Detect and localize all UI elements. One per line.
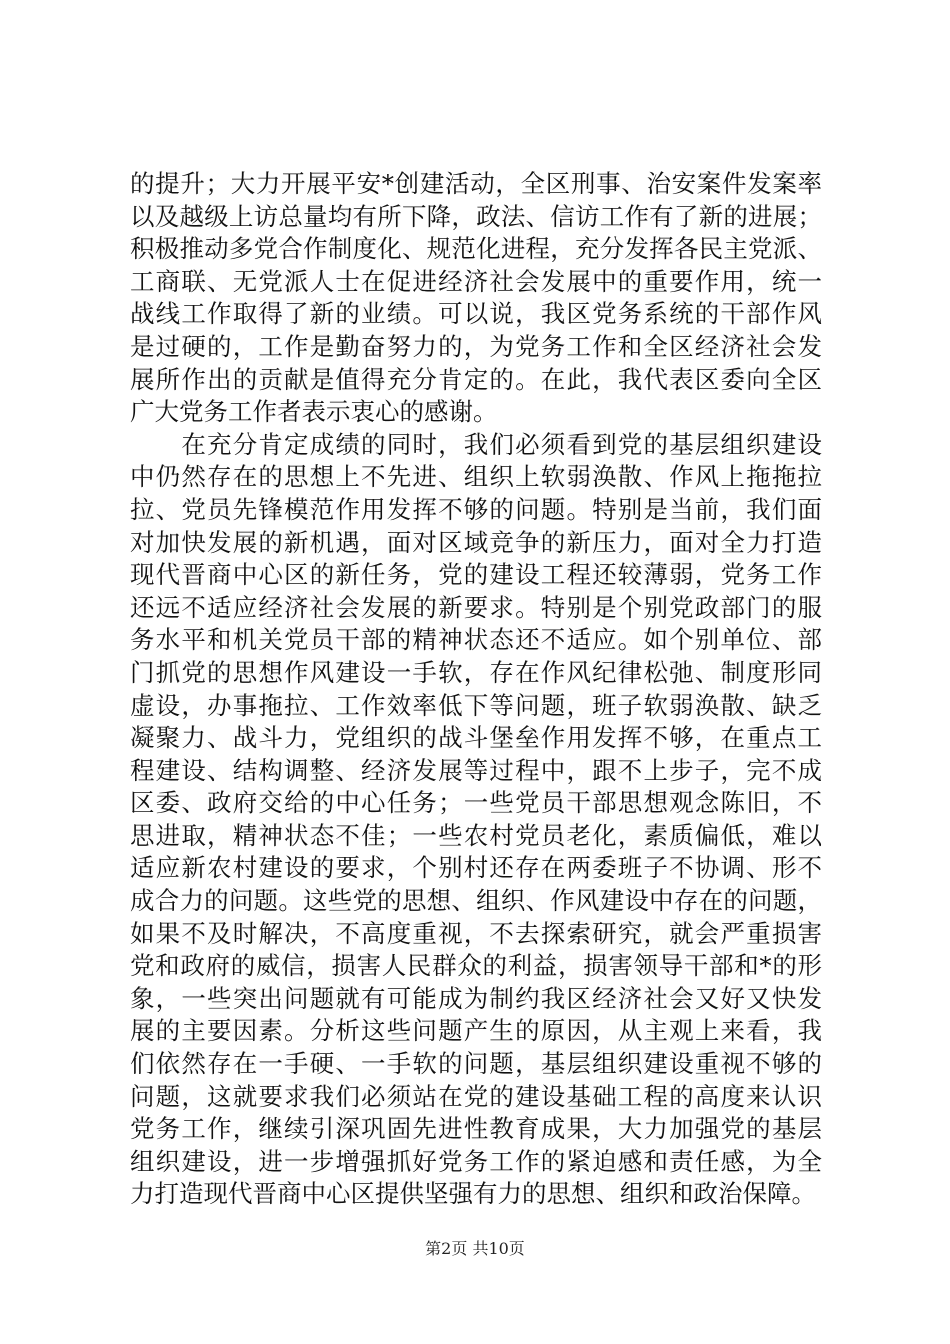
text-line: 现代晋商中心区的新任务，党的建设工程还较薄弱，党务工作 <box>130 560 822 590</box>
text-line: 的提升；大力开展平安*创建活动，全区刑事、治安案件发案率 <box>130 169 822 198</box>
text-line: 问题，这就要求我们必须站在党的建设基础工程的高度来认识 <box>130 1081 822 1111</box>
text-line: 象，一些突出问题就有可能成为制约我区经济社会又好又快发 <box>130 983 822 1013</box>
text-line: 区委、政府交给的中心任务；一些党员干部思想观念陈旧，不 <box>130 788 822 818</box>
text-line: 如果不及时解决，不高度重视，不去探索研究，就会严重损害 <box>130 918 822 948</box>
text-line: 门抓党的思想作风建设一手软，存在作风纪律松弛、制度形同 <box>130 657 822 687</box>
text-line: 务水平和机关党员干部的精神状态还不适应。如个别单位、部 <box>130 625 822 655</box>
text-line: 积极推动多党合作制度化、规范化进程，充分发挥各民主党派、 <box>130 234 822 264</box>
text-line: 对加快发展的新机遇，面对区域竞争的新压力，面对全力打造 <box>130 527 822 557</box>
text-line: 党和政府的威信，损害人民群众的利益，损害领导干部和*的形 <box>130 951 822 981</box>
text-line: 适应新农村建设的要求，个别村还存在两委班子不协调、形不 <box>130 853 822 883</box>
text-line: 程建设、结构调整、经济发展等过程中，跟不上步子，完不成 <box>130 755 822 785</box>
text-line: 虚设，办事拖拉、工作效率低下等问题，班子软弱涣散、缺乏 <box>130 690 822 720</box>
page-footer: 第2页 共10页 <box>425 1239 525 1258</box>
text-line: 展所作出的贡献是值得充分肯定的。在此，我代表区委向全区 <box>130 364 822 394</box>
text-line: 拉、党员先锋模范作用发挥不够的问题。特别是当前，我们面 <box>130 494 822 524</box>
text-line: 成合力的问题。这些党的思想、组织、作风建设中存在的问题， <box>130 886 822 916</box>
text-line: 思进取，精神状态不佳；一些农村党员老化，素质偏低，难以 <box>130 820 822 850</box>
text-line: 工商联、无党派人士在促进经济社会发展中的重要作用，统一 <box>130 266 822 296</box>
body-text <box>130 168 822 1211</box>
text-line: 广大党务工作者表示衷心的感谢。 <box>130 397 498 427</box>
text-line: 以及越级上访总量均有所下降，政法、信访工作有了新的进展； <box>130 201 822 231</box>
text-line: 组织建设，进一步增强抓好党务工作的紧迫感和责任感，为全 <box>130 1146 822 1176</box>
text-line: 还远不适应经济社会发展的新要求。特别是个别党政部门的服 <box>130 592 822 622</box>
text-line: 们依然存在一手硬、一手软的问题，基层组织建设重视不够的 <box>130 1049 822 1079</box>
text-line: 党务工作，继续引深巩固先进性教育成果，大力加强党的基层 <box>130 1114 822 1144</box>
text-line: 力打造现代晋商中心区提供坚强有力的思想、组织和政治保障。 <box>130 1179 816 1209</box>
text-line: 是过硬的，工作是勤奋努力的，为党务工作和全区经济社会发 <box>130 331 822 361</box>
text-line: 战线工作取得了新的业绩。可以说，我区党务系统的干部作风 <box>130 299 822 329</box>
text-line: 展的主要因素。分析这些问题产生的原因，从主观上来看，我 <box>130 1016 822 1046</box>
text-line: 中仍然存在的思想上不先进、组织上软弱涣散、作风上拖拖拉 <box>130 462 822 492</box>
text-line: 在充分肯定成绩的同时，我们必须看到党的基层组织建设 <box>130 429 822 459</box>
text-line: 凝聚力、战斗力，党组织的战斗堡垒作用发挥不够，在重点工 <box>130 723 822 753</box>
